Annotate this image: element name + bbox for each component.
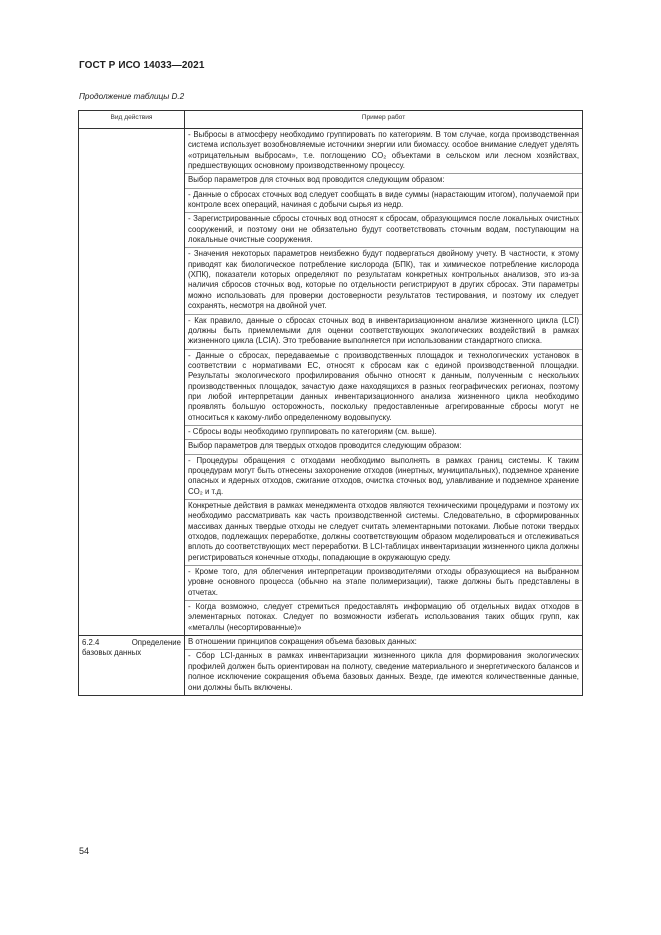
paragraph: - Сбросы воды необходимо группировать по категориям (см. выше).: [185, 426, 582, 440]
column-header-activity: Вид действия: [79, 111, 185, 129]
examples-cell: [185, 636, 583, 696]
paragraph: - Когда возможно, следует стремиться предоставлять информацию об отдельных видах отходов в элементарных потоках. Следует по возможности избегать использования таких общих групп, как «металлы (несортированные)»: [188, 602, 579, 632]
paragraph: - Процедуры обращения с отходами необходимо выполнять в рамках границ системы. К таким процедурам могут быть отнесены захоронение отходов (инертных, муниципальных), подземное хранение опасных и ядерных отходов, сжигание отходов, очистка сточных вод, улавливание и подземное хранение CO₂ и т.д.: [185, 455, 582, 500]
paragraph: Конкретные действия в рамках менеджмента отходов являются техническими процедурами и поэтому их необходимо рассматривать как часть производственной системы. Следовательно, в сформированных массивах данных твердые отходы не следует считать элементарными потоками. Любые потоки твердых отходов, подлежащих переработке, должны соответствующим образом моделироваться и отслеживаться вплоть до соответствующих мест переработки. В LCI-таблицах инвентаризации жизненного цикла должны регистрироваться конечные отходы, попадающие в окружающую среду.: [185, 500, 582, 566]
data-table: [78, 110, 583, 696]
paragraph: - Как правило, данные о сбросах сточных вод в инвентаризационном анализе жизненного цикла (LCI) должны быть приемлемыми для оценки соответствующих экологических воздействий в рамках жизненного цикла (LCIA). Это требование выполняется при использовании стандартного списка.: [185, 315, 582, 350]
paragraph: - Выбросы в атмосферу необходимо группировать по категориям. В том случае, когда производственная система использует возобновляемые источники энергии или биомассу. особое внимание следует уделять «отрицательным выбросам», т.е. поглощению CO₂ объектами в сельском или лесном хозяйствах, предшествующих основному производственному процессу.: [185, 129, 582, 174]
activity-label: 6.2.4 Определение базовых данных: [82, 638, 181, 658]
paragraph: - Данные о сбросах сточных вод следует сообщать в виде суммы (нарастающим итогом), получаемой при контроле всех операций, начиная с добычи сырья из недр.: [185, 189, 582, 214]
paragraph: - Зарегистрированные сбросы сточных вод относят к сбросам, образующимся после локальных очистных сооружений, и поэтому они не обязательно будут соответствовать сточным водам, поступающим на локальные очистные сооружения.: [185, 213, 582, 248]
table-row: [79, 129, 583, 636]
table-caption: Продолжение таблицы D.2: [79, 92, 185, 101]
table-row: [79, 636, 583, 696]
paragraph: - Значения некоторых параметров неизбежно будут подвергаться двойному учету. В частности, к этому приводят как биологическое потребление кислорода (БПК), так и химическое потребление кислорода (ХПК), показатели которых определяют по результатам конкретных контрольных анализов, это из-за наличия сбросов сточных вод, которые по отдельности регистрируют в других сбросах. Эти параметры можно использовать для проверки достоверности результатов тестирования, и поэтому их следует сохранять, несмотря на двойной учет.: [185, 248, 582, 314]
paragraph: - Сбор LCI-данных в рамках инвентаризации жизненного цикла для формирования экологических профилей должен быть ориентирован на полноту, сведение материального и энергетического балансов и полное исключение сокращения объема базовых данных. Везде, где имеются количественные данные, они должны быть включены.: [188, 651, 579, 692]
examples-cell: [185, 129, 583, 636]
paragraph: Выбор параметров для твердых отходов проводится следующим образом:: [185, 440, 582, 454]
page-number: 54: [79, 846, 90, 856]
paragraph: В отношении принципов сокращения объема базовых данных:: [185, 636, 582, 650]
activity-cell: [79, 129, 185, 636]
paragraph: Выбор параметров для сточных вод проводится следующим образом:: [185, 174, 582, 188]
table-header-row: [79, 111, 583, 129]
paragraph: - Кроме того, для облегчения интерпретации производителями отходы образующиеся на выбранном уровне основного процесса (обычно на этапе полимеризации), также должны быть представлены в отчетах.: [185, 566, 582, 601]
paragraph: - Данные о сбросах, передаваемые с производственных площадок и технологических установок в соответствии с нормативами ЕС, относят к сбросам как с единой производственной площадки. Результаты экологического профилирования обычно относят к данным, полученным с нескольких производственных площадок, зачастую даже находящихся в разных географических регионах, поэтому при любой интерпретации данных инвентаризационного анализа жизненного цикла необходимо проявлять большую осторожность, поскольку предоставленные агрегированные сбросы могут не относиться к какому-либо определенному водовыпуску.: [185, 350, 582, 426]
activity-cell: [79, 636, 185, 696]
document-standard-title: ГОСТ Р ИСО 14033—2021: [79, 60, 205, 71]
column-header-examples: Пример работ: [185, 111, 583, 129]
